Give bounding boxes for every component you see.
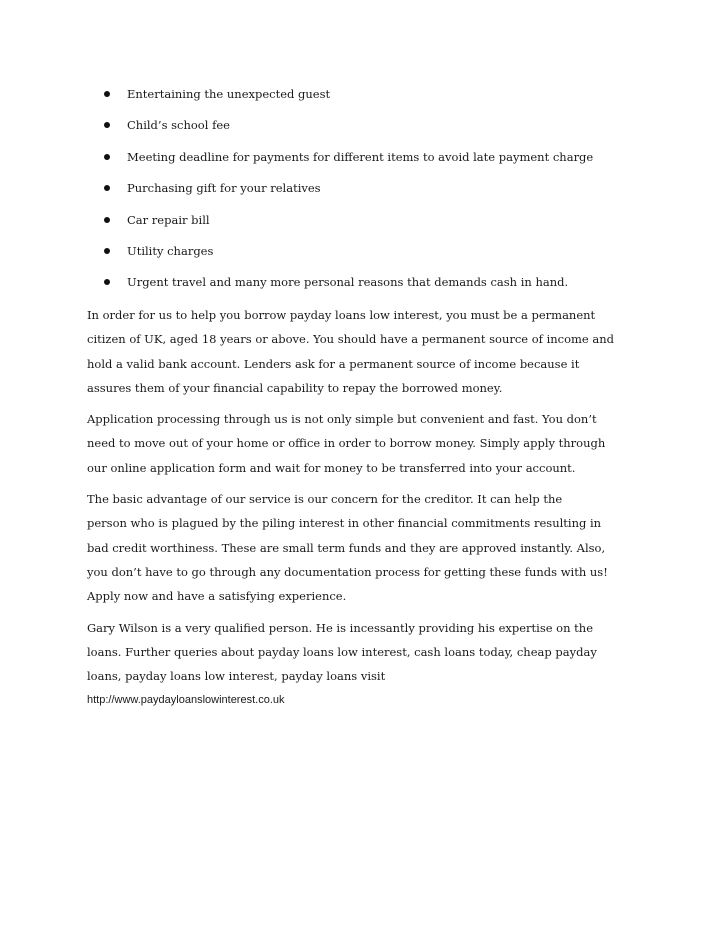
list-item-text: Child’s school fee — [127, 118, 230, 133]
text-line: citizen of UK, aged 18 years or above. You should have a permanent source of income and — [87, 332, 615, 347]
bullet-icon — [104, 91, 110, 97]
bullet-icon — [104, 279, 110, 285]
text-line: person who is plagued by the piling interest in other financial commitments resulting in — [87, 516, 602, 531]
bullet-icon — [104, 185, 110, 191]
text-line: Apply now and have a satisfying experience. — [87, 589, 347, 604]
list-item-text: Urgent travel and many more personal reasons that demands cash in hand. — [127, 275, 569, 290]
list-item-text: Meeting deadline for payments for different items to avoid late payment charge — [127, 149, 594, 164]
text-line: our online application form and wait for money to be transferred into your account. — [87, 460, 576, 475]
list-item-text: Entertaining the unexpected guest — [127, 87, 331, 101]
text-line: Gary Wilson is a very qualified person. He is incessantly providing his expertise on the — [87, 620, 594, 635]
paragraph-author — [87, 616, 647, 713]
list-item — [104, 212, 684, 228]
bullet-icon — [104, 154, 110, 160]
paragraph-eligibility — [87, 303, 647, 400]
list-item-text: Car repair bill — [127, 212, 210, 227]
text-line: you don’t have to go through any documentation process for getting these funds with us! — [87, 564, 608, 579]
bullet-icon — [104, 217, 110, 223]
text-line: need to move out of your home or office in order to borrow money. Simply apply through — [87, 436, 606, 451]
text-line: hold a valid bank account. Lenders ask for a permanent source of income because it — [87, 356, 580, 371]
list-item — [104, 117, 684, 133]
text-line: Application processing through us is not only simple but convenient and fast. You don’t — [87, 412, 597, 427]
bullet-icon — [104, 122, 110, 128]
list-item — [104, 243, 684, 259]
list-item-text: Utility charges — [127, 243, 214, 258]
list-item — [104, 274, 684, 290]
bullet-icon — [104, 248, 110, 254]
text-line: bad credit worthiness. These are small term funds and they are approved instantly. Also, — [87, 540, 606, 555]
list-item-text: Purchasing gift for your relatives — [127, 181, 321, 196]
list-item — [104, 86, 684, 102]
list-item — [104, 180, 684, 196]
bullet-list — [104, 86, 684, 306]
text-line: The basic advantage of our service is our concern for the creditor. It can help the — [87, 492, 563, 507]
paragraph-application — [87, 407, 647, 480]
website-url: http://www.paydayloanslowinterest.co.uk — [87, 694, 285, 707]
list-item — [104, 149, 684, 165]
paragraph-advantage — [87, 487, 647, 608]
text-line: loans. Further queries about payday loans low interest, cash loans today, cheap payday — [87, 644, 597, 659]
text-line: loans, payday loans low interest, payday loans visit — [87, 669, 386, 684]
text-line: assures them of your financial capability to repay the borrowed money. — [87, 380, 503, 395]
body-text — [87, 303, 647, 720]
text-line: In order for us to help you borrow payday loans low interest, you must be a permanent — [87, 308, 596, 322]
